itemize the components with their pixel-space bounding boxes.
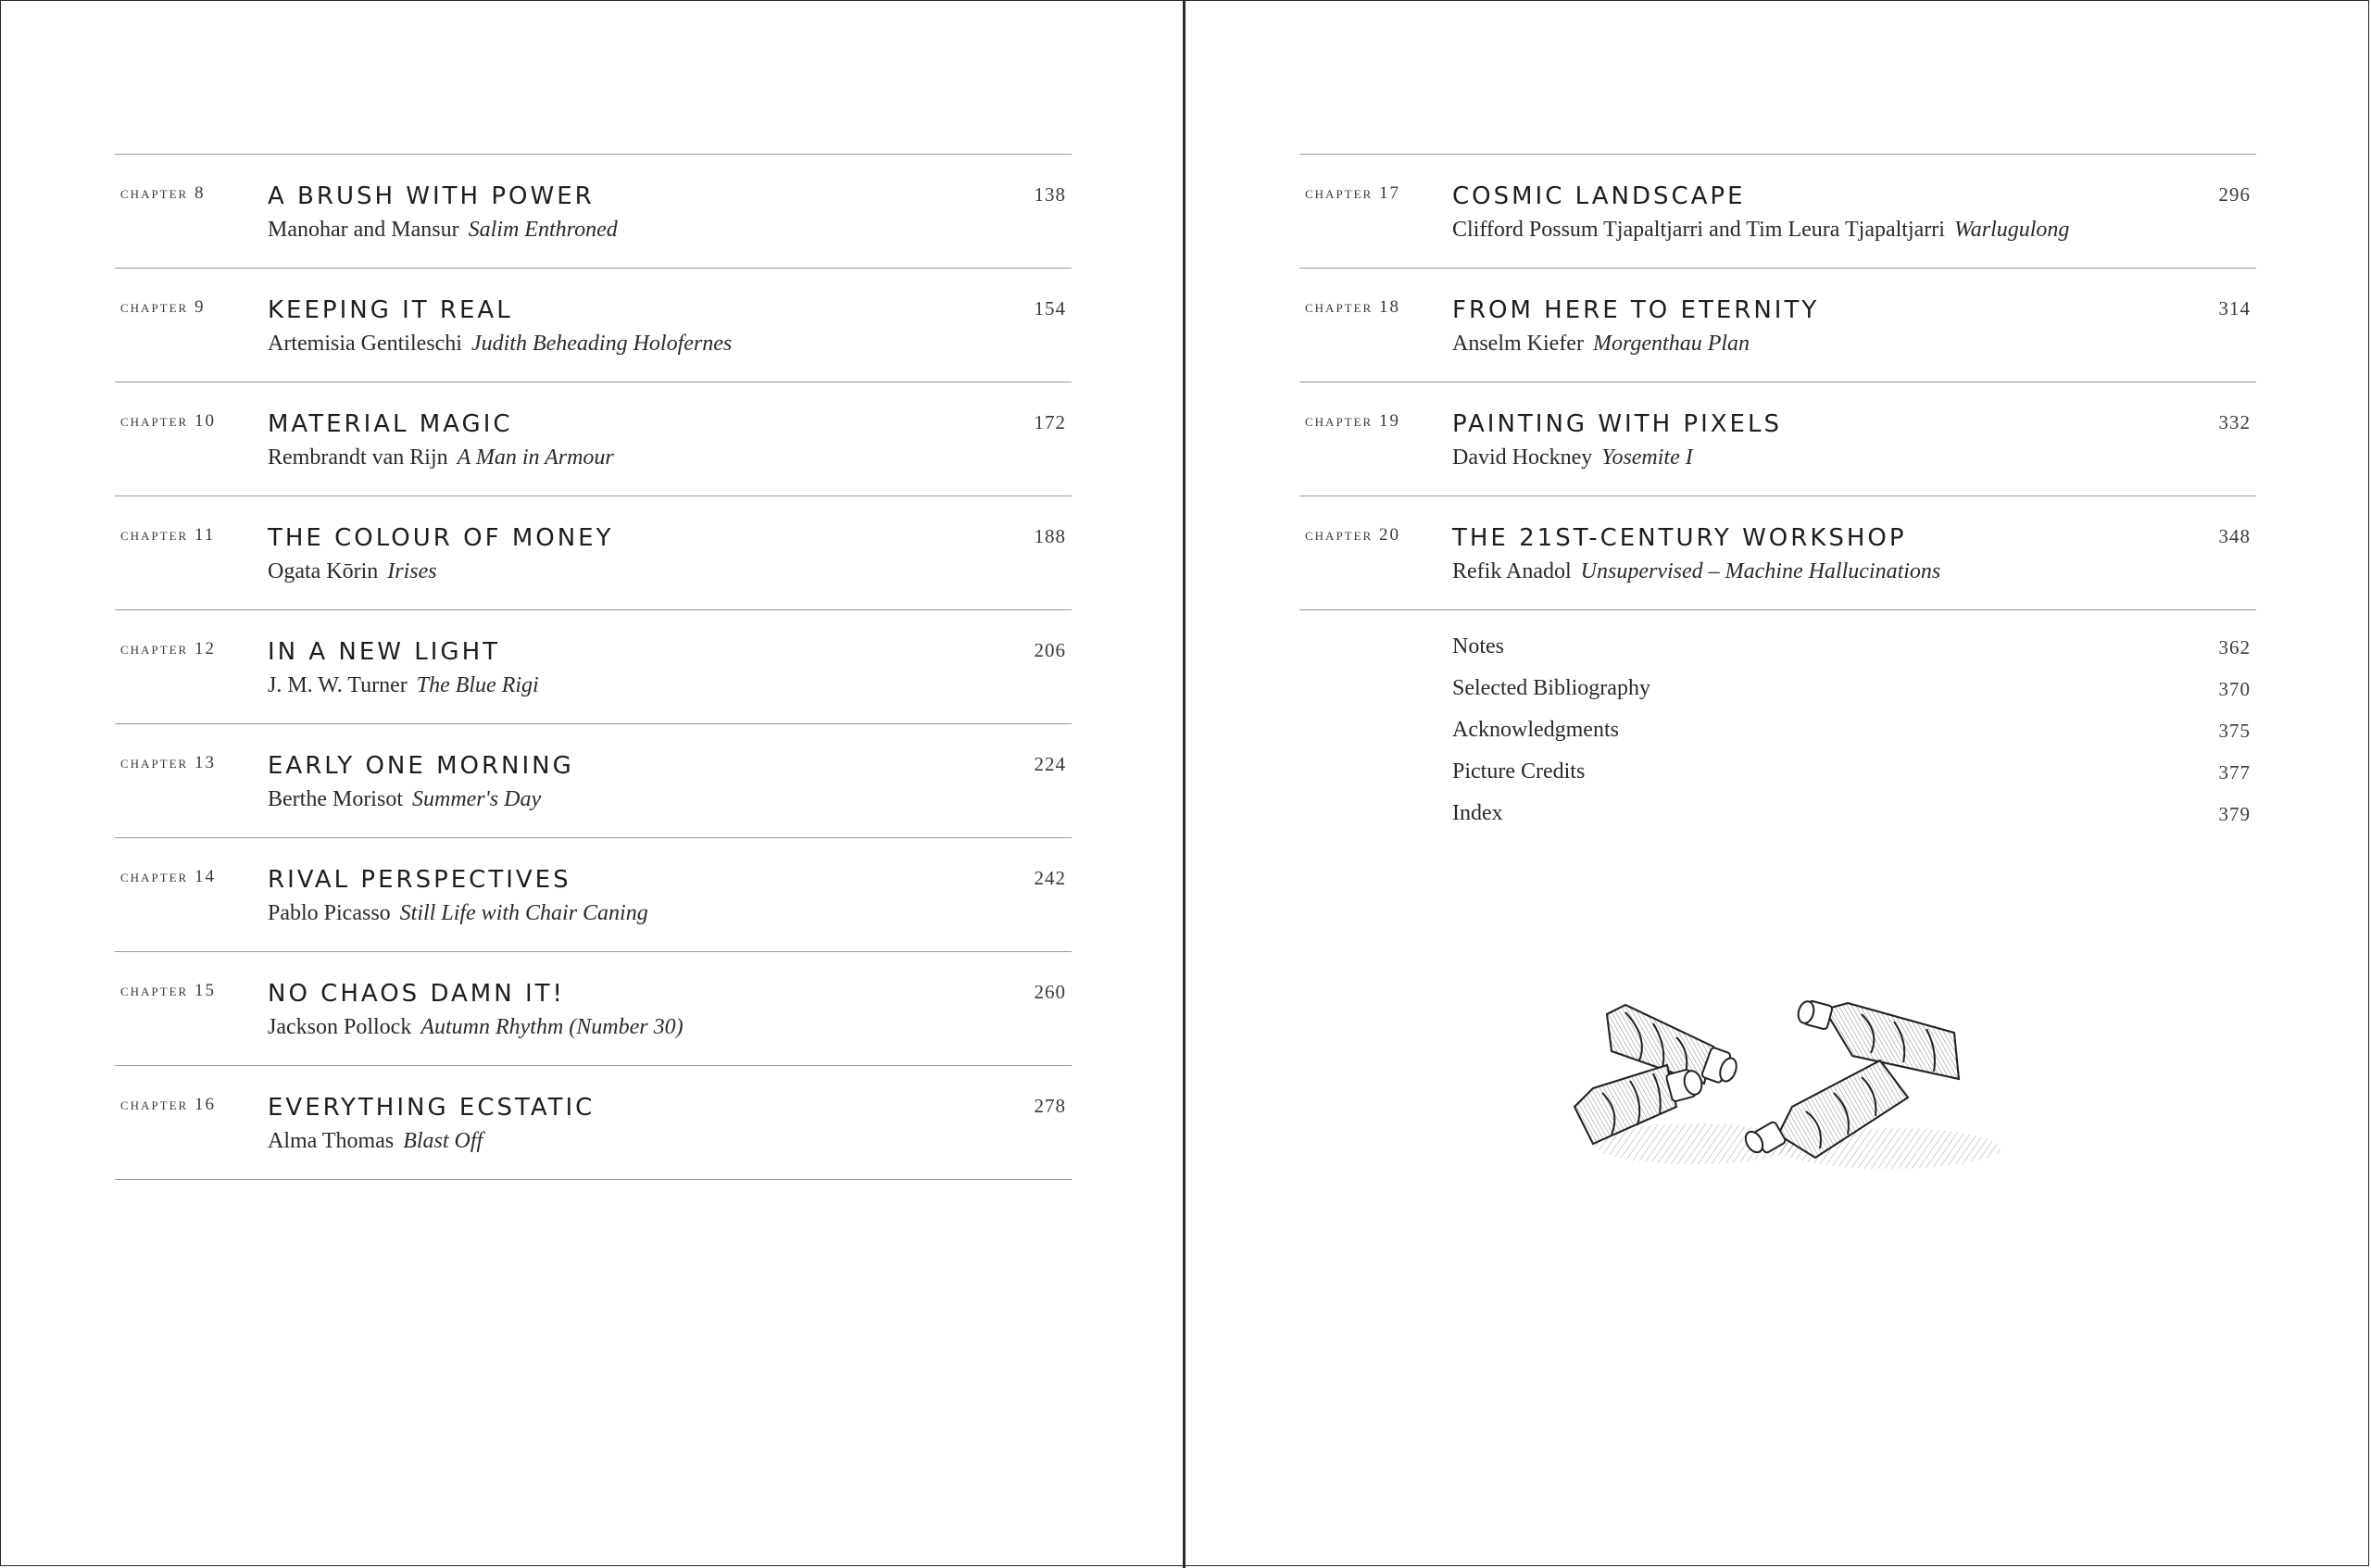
back-matter-label: Picture Credits	[1452, 759, 1586, 784]
page-number: 224	[1034, 753, 1066, 775]
page-number: 206	[1034, 639, 1066, 661]
artist-name: Rembrandt van Rijn	[268, 445, 448, 470]
back-matter-item[interactable]	[1299, 801, 2256, 843]
chapter-title: EVERYTHING ECSTATIC	[268, 1094, 596, 1122]
left-page	[115, 154, 1072, 1180]
chapter-subtitle	[268, 218, 618, 243]
back-matter-item[interactable]	[1299, 634, 2256, 676]
artwork-title: A Man in Armour	[457, 445, 614, 470]
artwork-title: The Blue Rigi	[416, 673, 539, 697]
page-number: 188	[1034, 525, 1066, 547]
artwork-title: Yosemite I	[1601, 445, 1693, 470]
chapter-subtitle	[1452, 445, 1693, 470]
back-matter-item[interactable]	[1299, 718, 2256, 759]
chapter-subtitle	[268, 1015, 684, 1040]
chapter-title: NO CHAOS DAMN IT!	[268, 980, 565, 1008]
artist-name: David Hockney	[1452, 445, 1593, 470]
artwork-title: Still Life with Chair Caning	[399, 901, 648, 925]
artwork-title: Judith Beheading Holofernes	[470, 332, 733, 356]
page-number: 296	[2218, 183, 2251, 206]
artist-name: Alma Thomas	[268, 1129, 395, 1153]
back-matter-label: Selected Bibliography	[1452, 676, 1650, 700]
chapter-title: A BRUSH WITH POWER	[268, 182, 595, 210]
back-matter-label: Acknowledgments	[1452, 718, 1619, 742]
artwork-title: Warlugulong	[1953, 218, 2070, 242]
toc-entry[interactable]	[115, 155, 1072, 269]
artist-name: Jackson Pollock	[268, 1015, 412, 1039]
page-number: 172	[1034, 411, 1066, 433]
artist-name: Anselm Kiefer	[1452, 332, 1584, 356]
chapter-title: THE 21ST-CENTURY WORKSHOP	[1452, 524, 1907, 552]
page-number: 362	[2218, 636, 2251, 659]
chapter-label: chapter 9	[120, 297, 206, 317]
page-number: 370	[2218, 678, 2251, 700]
page-number: 314	[2218, 297, 2251, 320]
chapter-label: chapter 14	[120, 867, 216, 886]
toc-entry[interactable]	[115, 269, 1072, 383]
back-matter-label: Index	[1452, 801, 1503, 825]
chapter-label: chapter 19	[1305, 411, 1400, 431]
toc-list	[115, 154, 1072, 1180]
page-number: 260	[1034, 981, 1066, 1003]
chapter-label: chapter 16	[120, 1095, 216, 1114]
artwork-title: Summer's Day	[411, 787, 542, 811]
artist-name: Pablo Picasso	[268, 901, 391, 925]
page-number: 379	[2218, 803, 2251, 825]
chapter-subtitle	[268, 787, 541, 812]
back-matter-item[interactable]	[1299, 759, 2256, 801]
chapter-label: chapter 17	[1305, 183, 1400, 203]
chapter-subtitle	[1452, 218, 2069, 243]
chapter-label: chapter 13	[120, 753, 216, 772]
back-matter-item[interactable]	[1299, 676, 2256, 718]
artwork-title: Unsupervised – Machine Hallucinations	[1580, 559, 1941, 583]
back-matter-list	[1299, 634, 2256, 843]
chapter-subtitle	[268, 332, 732, 357]
back-matter-label: Notes	[1452, 634, 1504, 659]
chapter-label: chapter 20	[1305, 525, 1400, 545]
chapter-subtitle	[1452, 559, 1940, 584]
artist-name: J. M. W. Turner	[268, 673, 408, 697]
artist-name: Clifford Possum Tjapaltjarri and Tim Leura Tjapaltjarri	[1452, 218, 1945, 242]
chapter-subtitle	[268, 559, 437, 584]
toc-entry[interactable]	[115, 724, 1072, 838]
chapter-title: RIVAL PERSPECTIVES	[268, 866, 571, 894]
page-number: 377	[2218, 761, 2251, 784]
artwork-title: Blast Off	[403, 1129, 483, 1153]
artist-name: Ogata Kōrin	[268, 559, 379, 583]
chapter-title: COSMIC LANDSCAPE	[1452, 182, 1746, 210]
page-number: 375	[2218, 720, 2251, 742]
page-gutter	[1183, 0, 1186, 1568]
artist-name: Refik Anadol	[1452, 559, 1572, 583]
chapter-label: chapter 8	[120, 183, 206, 203]
chapter-subtitle	[268, 901, 648, 926]
right-page	[1299, 154, 2256, 843]
page-number: 332	[2218, 411, 2251, 433]
page-number: 278	[1034, 1095, 1066, 1117]
chapter-title: IN A NEW LIGHT	[268, 638, 501, 666]
chapter-title: KEEPING IT REAL	[268, 296, 513, 324]
toc-entry[interactable]	[115, 496, 1072, 610]
chapter-title: MATERIAL MAGIC	[268, 410, 513, 438]
chapter-subtitle	[268, 1129, 483, 1154]
chapter-label: chapter 18	[1305, 297, 1400, 317]
toc-entry[interactable]	[1299, 155, 2256, 269]
chapter-label: chapter 11	[120, 525, 216, 545]
chapter-label: chapter 15	[120, 981, 216, 1000]
chapter-title: PAINTING WITH PIXELS	[1452, 410, 1782, 438]
artwork-title: Morgenthau Plan	[1592, 332, 1750, 356]
chapter-title: FROM HERE TO ETERNITY	[1452, 296, 1820, 324]
chapter-label: chapter 10	[120, 411, 216, 431]
chapter-subtitle	[1452, 332, 1750, 357]
toc-entry[interactable]	[115, 610, 1072, 724]
artist-name: Manohar and Mansur	[268, 218, 459, 242]
toc-entry[interactable]	[1299, 496, 2256, 610]
toc-entry[interactable]	[1299, 383, 2256, 496]
page-number: 242	[1034, 867, 1066, 889]
chapter-subtitle	[268, 445, 614, 470]
paint-tubes-sketch-icon	[1537, 996, 2019, 1181]
toc-entry[interactable]	[1299, 269, 2256, 383]
toc-entry[interactable]	[115, 383, 1072, 496]
artwork-title: Irises	[387, 559, 437, 583]
artist-name: Berthe Morisot	[268, 787, 403, 811]
toc-list	[1299, 154, 2256, 610]
chapter-title: THE COLOUR OF MONEY	[268, 524, 614, 552]
page-number: 138	[1034, 183, 1066, 206]
toc-entry[interactable]	[115, 838, 1072, 952]
toc-entry[interactable]	[115, 952, 1072, 1066]
chapter-subtitle	[268, 673, 539, 698]
page-number: 154	[1034, 297, 1066, 320]
artwork-title: Autumn Rhythm (Number 30)	[420, 1015, 684, 1039]
chapter-title: EARLY ONE MORNING	[268, 752, 574, 780]
page-number: 348	[2218, 525, 2251, 547]
artwork-title: Salim Enthroned	[468, 218, 618, 242]
chapter-label: chapter 12	[120, 639, 216, 659]
toc-entry[interactable]	[115, 1066, 1072, 1180]
artist-name: Artemisia Gentileschi	[268, 332, 462, 356]
